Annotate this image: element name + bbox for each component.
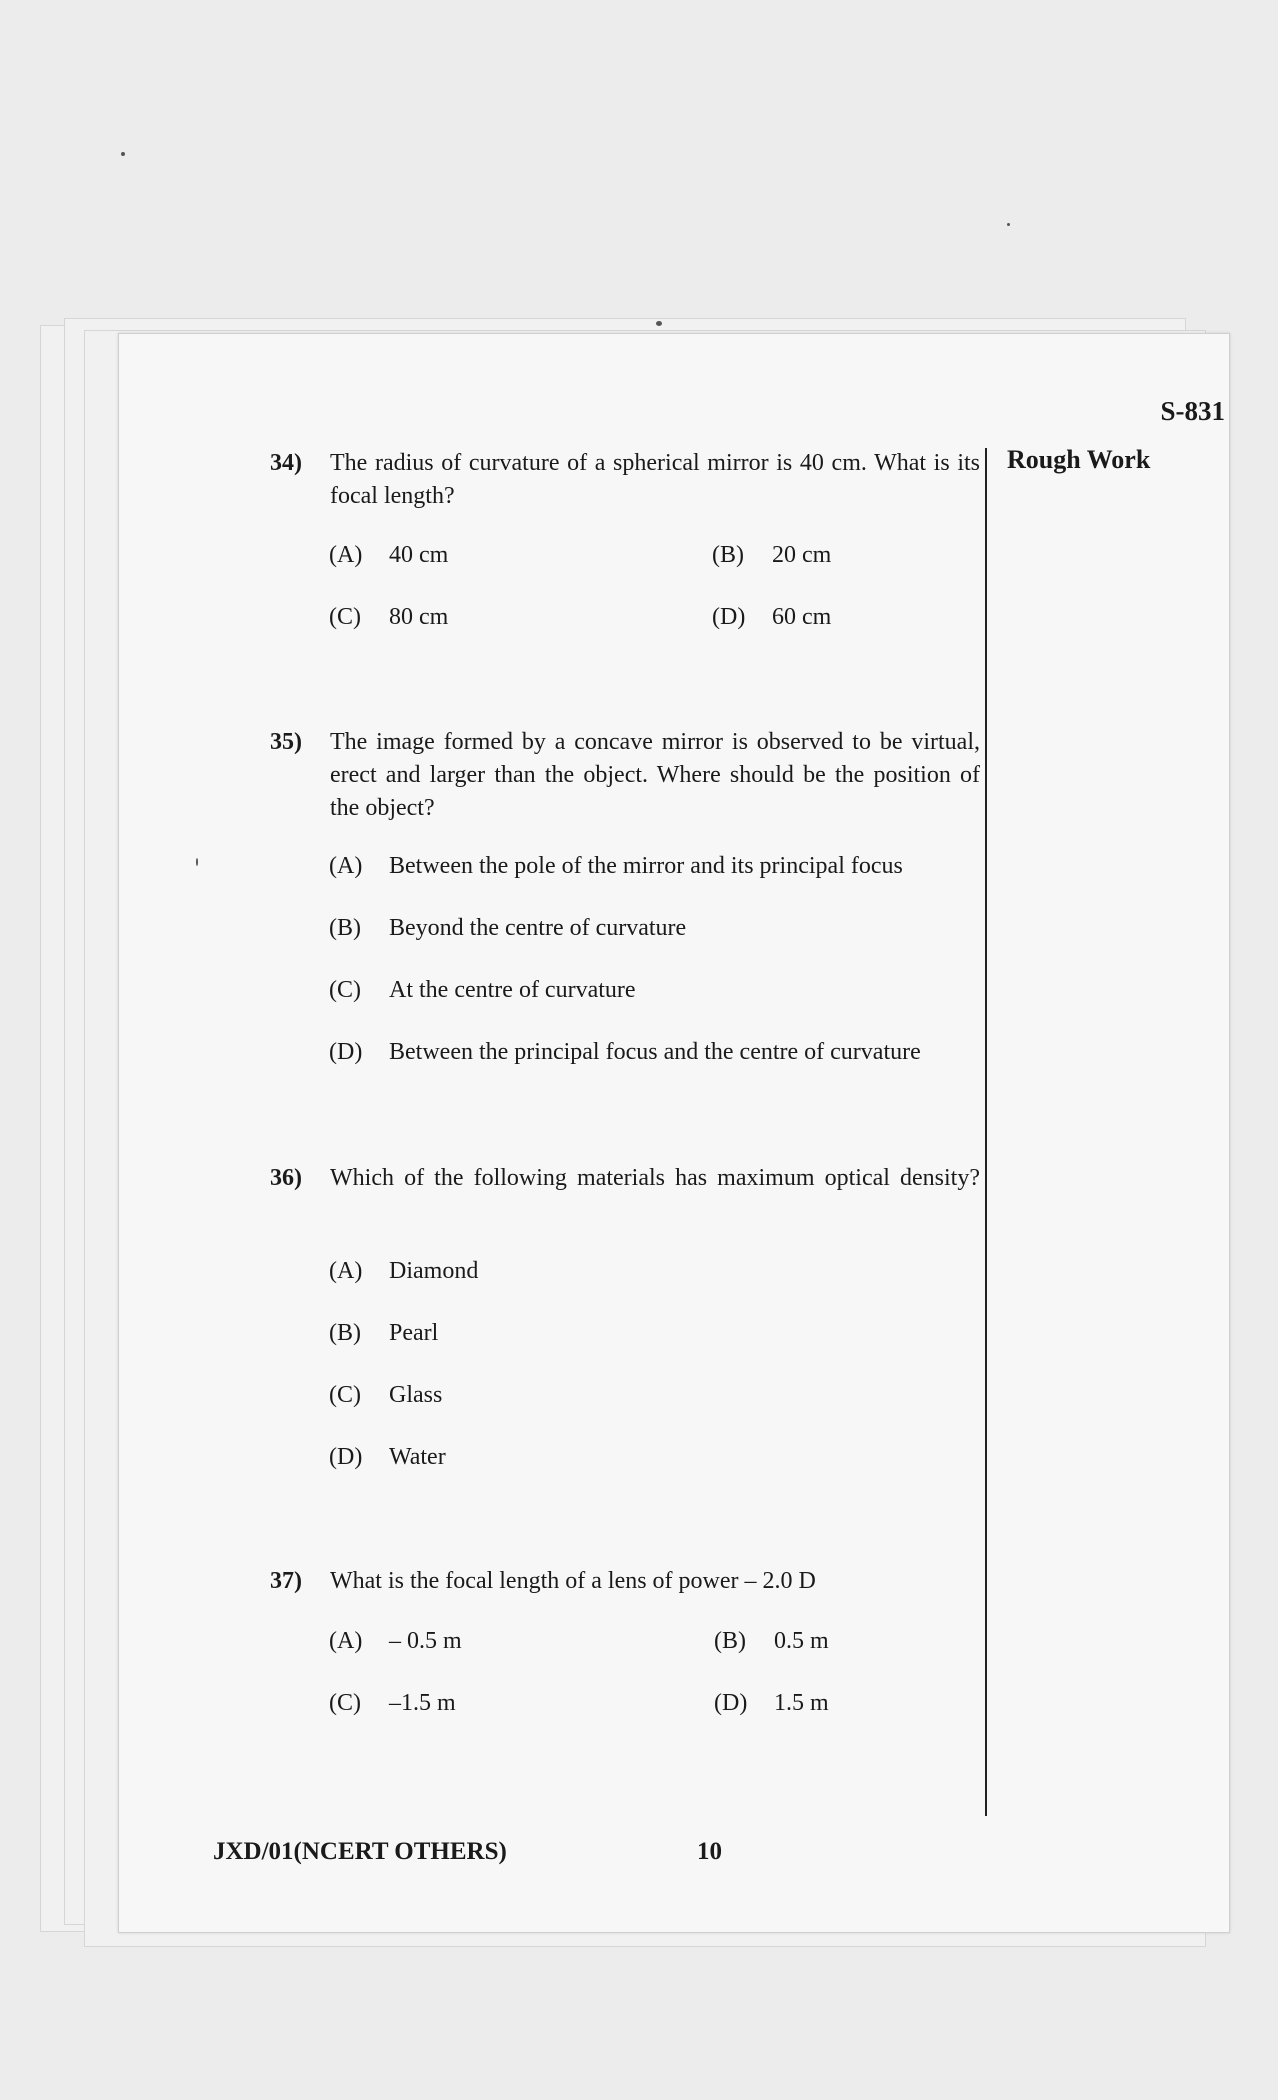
option-b <box>329 915 686 942</box>
option-text: Between the pole of the mirror and its principal focus <box>389 853 903 879</box>
question-number: 36) <box>270 1165 302 1191</box>
question-text: The radius of curvature of a spherical mirror is 40 cm. What is its focal length? <box>330 450 980 509</box>
option-text: – 0.5 m <box>389 1628 462 1654</box>
option-label: (A) <box>329 542 363 568</box>
option-label: (D) <box>714 1690 748 1716</box>
option-label: (A) <box>329 1628 363 1654</box>
option-d <box>329 1444 446 1471</box>
option-text: At the centre of curvature <box>389 977 636 1003</box>
option-text: 80 cm <box>389 604 449 630</box>
question-text: Which of the following materials has maximum optical density? <box>330 1165 980 1191</box>
option-c <box>329 604 448 631</box>
option-b <box>329 1320 438 1347</box>
option-c <box>329 977 636 1004</box>
option-a <box>329 1258 478 1285</box>
question-34 <box>270 447 980 513</box>
option-text: 20 cm <box>772 542 832 568</box>
scan-speck <box>121 152 125 156</box>
option-d <box>712 604 831 631</box>
option-a <box>329 1628 462 1655</box>
scan-speck <box>656 321 662 326</box>
option-b <box>712 542 831 569</box>
rough-work-label: Rough Work <box>1007 445 1151 474</box>
option-label: (A) <box>329 853 363 879</box>
option-text: 40 cm <box>389 542 449 568</box>
option-b <box>714 1628 829 1655</box>
option-d <box>329 1039 921 1066</box>
option-a <box>329 542 448 569</box>
question-text: What is the focal length of a lens of power – 2.0 D <box>330 1568 816 1594</box>
option-a <box>329 853 903 880</box>
option-label: (A) <box>329 1258 363 1284</box>
option-text: Glass <box>389 1382 443 1408</box>
option-text: 60 cm <box>772 604 832 630</box>
option-label: (B) <box>329 1320 361 1346</box>
option-label: (C) <box>329 977 361 1003</box>
option-label: (D) <box>329 1444 363 1470</box>
question-37 <box>270 1565 980 1598</box>
question-number: 35) <box>270 729 302 755</box>
option-text: Beyond the centre of curvature <box>389 915 687 941</box>
option-label: (D) <box>329 1039 363 1065</box>
question-number: 37) <box>270 1568 302 1594</box>
question-35 <box>270 726 980 825</box>
option-label: (B) <box>714 1628 746 1654</box>
exam-page <box>118 333 1230 1933</box>
option-label: (D) <box>712 604 746 630</box>
option-text: 0.5 m <box>774 1628 829 1654</box>
rough-work-divider <box>985 448 987 1816</box>
option-text: Water <box>389 1444 446 1470</box>
option-text: Between the principal focus and the centre of curvature <box>389 1039 921 1065</box>
option-label: (B) <box>712 542 744 568</box>
exam-code: JXD/01(NCERT OTHERS) <box>213 1838 507 1865</box>
option-text: 1.5 m <box>774 1690 829 1716</box>
question-36 <box>270 1162 980 1195</box>
option-text: Pearl <box>389 1320 439 1346</box>
option-label: (C) <box>329 1690 361 1716</box>
page-number: 10 <box>697 1838 722 1865</box>
option-text: –1.5 m <box>389 1690 456 1716</box>
scan-speck <box>1007 223 1010 226</box>
option-c <box>329 1382 442 1409</box>
scan-speck <box>196 858 198 866</box>
paper-code: S-831 <box>1160 396 1225 426</box>
question-number: 34) <box>270 450 302 476</box>
option-c <box>329 1690 456 1717</box>
option-text: Diamond <box>389 1258 479 1284</box>
option-label: (C) <box>329 604 361 630</box>
option-d <box>714 1690 829 1717</box>
question-text: The image formed by a concave mirror is observed to be virtual, erect and larger than the object. Where should be the position of the object? <box>330 729 980 821</box>
option-label: (B) <box>329 915 361 941</box>
option-label: (C) <box>329 1382 361 1408</box>
